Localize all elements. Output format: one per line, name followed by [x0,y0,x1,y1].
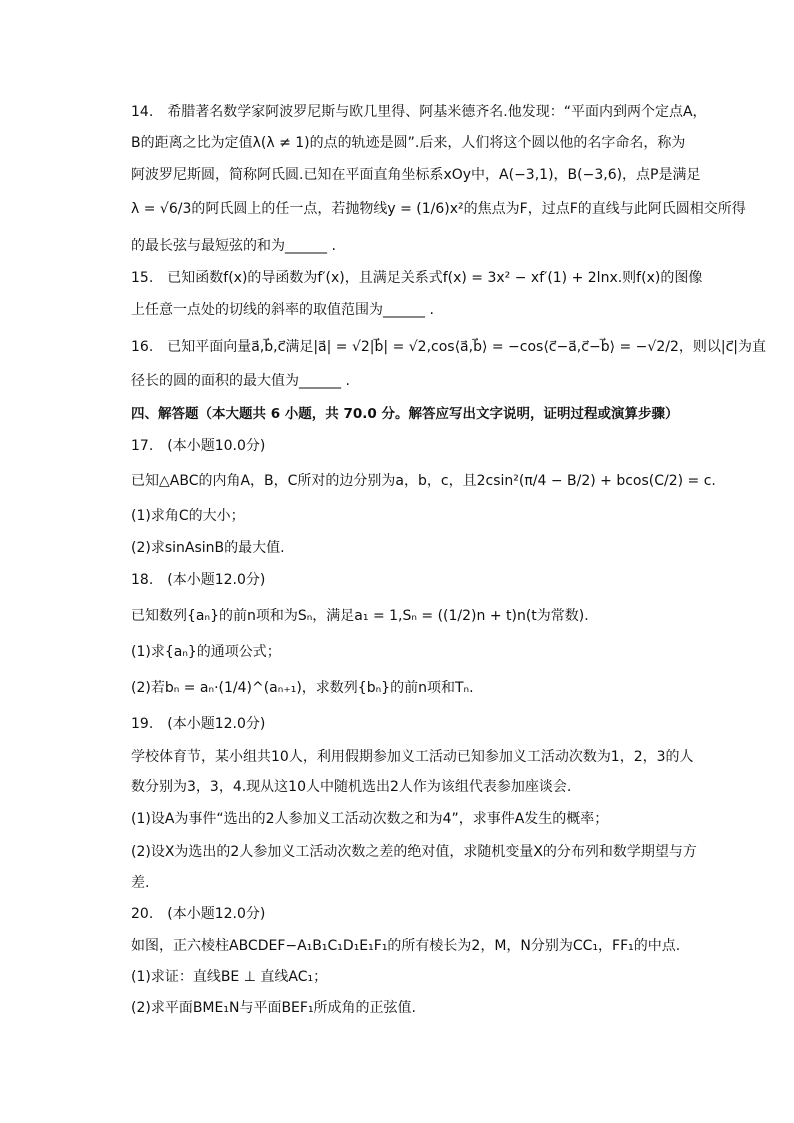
q14-line-5: 的最长弦与最短弦的和为______ . [131,238,336,254]
q20-part-1: (1)求证：直线BE ⊥ 直线AC₁； [131,969,328,985]
q20-statement: 如图，正六棱柱ABCDEF−A₁B₁C₁D₁E₁F₁的所有棱长为2，M，N分别为CC₁，FF₁的中点. [131,938,681,954]
q16-line-1: 16. 已知平面向量a⃗,b⃗,c⃗满足|a⃗| = √2|b⃗| = √2,cos⟨a⃗,b⃗⟩ = −cos⟨c⃗−a⃗,c⃗−b⃗⟩ = −√2/2，则以|c⃗|为直 [131,339,766,355]
q14-line-2: B的距离之比为定值λ(λ ≠ 1)的点的轨迹是圆”.后来，人们将这个圆以他的名字命名，称为 [131,135,686,151]
q17-part-1: (1)求角C的大小； [131,508,245,524]
q20-heading: 20. (本小题12.0分) [131,906,266,922]
q19-part-1: (1)设A为事件“选出的2人参加义工活动次数之和为4”，求事件A发生的概率； [131,811,609,827]
q17-heading: 17. (本小题10.0分) [131,438,266,454]
q19-part-2-cont: 差. [131,875,150,891]
q19-heading: 19. (本小题12.0分) [131,716,266,732]
q14-line-3: 阿波罗尼斯圆，简称阿氏圆.已知在平面直角坐标系xOy中，A(−3,1)，B(−3,6)，点P是满足 [131,167,701,183]
q19-line-2: 数分别为3，3，4.现从这10人中随机选出2人作为该组代表参加座谈会. [131,779,572,795]
q16-line-2: 径长的圆的面积的最大值为______ . [131,373,350,389]
q17-part-2: (2)求sinAsinB的最大值. [131,540,285,556]
q18-heading: 18. (本小题12.0分) [131,572,266,588]
q14-line-4: λ = √6/3的阿氏圆上的任一点，若抛物线y = (1/6)x²的焦点为F，过点F的直线与此阿氏圆相交所得 [131,201,746,217]
section-heading: 四、解答题（本大题共 6 小题，共 70.0 分。解答应写出文字说明，证明过程或演算步骤） [131,406,679,422]
q18-part-2: (2)若bₙ = aₙ·(1/4)^(aₙ₊₁)，求数列{bₙ}的前n项和Tₙ. [131,680,474,696]
q15-line-2: 上任意一点处的切线的斜率的取值范围为______ . [131,302,434,318]
q15-line-1: 15. 已知函数f(x)的导函数为f′(x)，且满足关系式f(x) = 3x² − xf′(1) + 2lnx.则f(x)的图像 [131,270,703,286]
q14-line-1: 14. 希腊著名数学家阿波罗尼斯与欧几里得、阿基米德齐名.他发现：“平面内到两个定点A， [131,104,707,120]
q19-line-1: 学校体育节，某小组共10人，利用假期参加义工活动已知参加义工活动次数为1，2，3的人 [131,749,694,765]
q18-part-1: (1)求{aₙ}的通项公式； [131,644,281,660]
q20-part-2: (2)求平面BME₁N与平面BEF₁所成角的正弦值. [131,1000,417,1016]
q18-statement: 已知数列{aₙ}的前n项和为Sₙ，满足a₁ = 1,Sₙ = ((1/2)n + t)n(t为常数). [131,608,589,624]
q19-part-2: (2)设X为选出的2人参加义工活动次数之差的绝对值，求随机变量X的分布列和数学期望与方 [131,844,697,860]
q17-statement: 已知△ABC的内角A，B，C所对的边分别为a，b，c，且2csin²(π/4 − B/2) + bcos(C/2) = c. [131,473,716,489]
